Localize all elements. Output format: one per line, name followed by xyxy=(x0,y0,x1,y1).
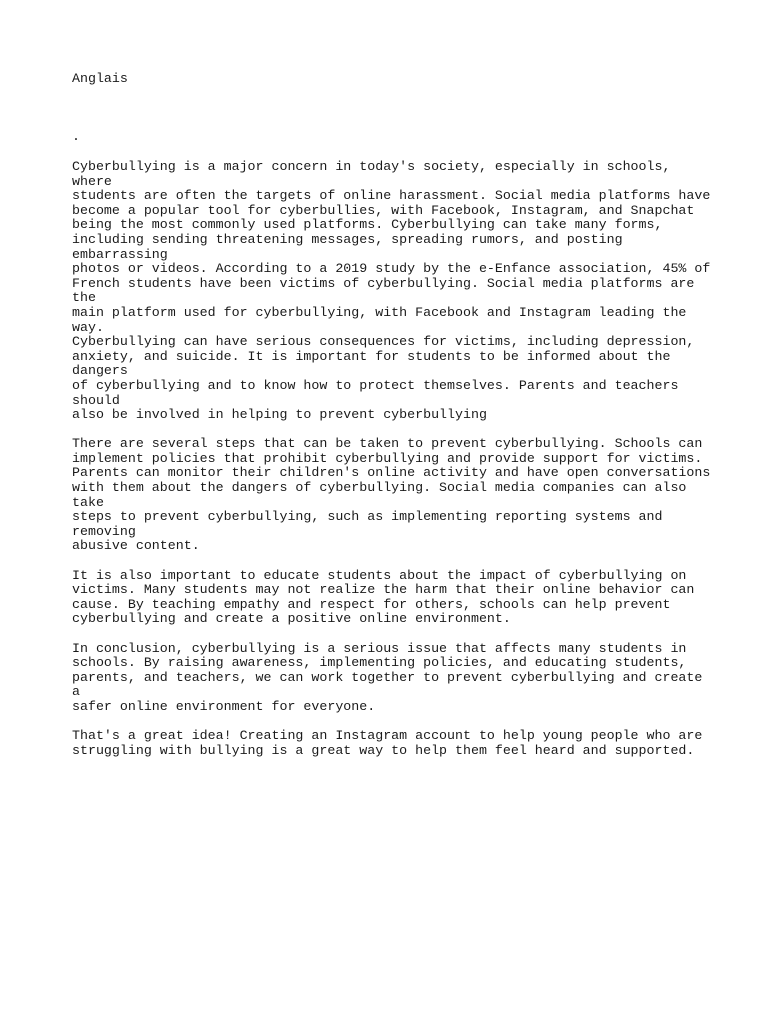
paragraph-education: It is also important to educate students about the impact of cyberbullying on victims. Many students may not realize the harm that their online behavior can cause. By teaching empathy and respect for others, schools can help prevent cyberbullying and create a positive online environment. xyxy=(72,567,695,627)
paragraph-intro: Cyberbullying is a major concern in today's society, especially in schools, where students are often the targets of online harassment. Social media platforms have become a popular tool for cyberbullies, with Facebook, Instagram, and Snapchat being the most commonly used platforms. Cyberbullying can take many forms, including sending threatening messages, spreading rumors, and posting embarrassing photos or videos. According to a 2019 study by the e-Enfance association, 45% of French students have been victims of cyberbullying. Social media platforms are the main platform used for cyberbullying, with Facebook and Instagram leading the way. Cyberbullying can have serious consequences for victims, including depression, anxiety, and suicide. It is important for students to be informed about the dangers of cyberbullying and to know how to protect themselves. Parents and teachers should also be involved in helping to prevent cyberbullying xyxy=(72,159,711,423)
paragraph-instagram-idea: That's a great idea! Creating an Instagram account to help young people who are struggling with bullying is a great way to help them feel heard and supported. xyxy=(72,728,703,758)
paragraph-conclusion: In conclusion, cyberbullying is a serious issue that affects many students in schools. By raising awareness, implementing policies, and educating students, parents, and teachers, we can work together to prevent cyberbullying and create a safer online environment for everyone. xyxy=(72,640,703,714)
document-page xyxy=(72,71,712,758)
paragraph-prevention: There are several steps that can be taken to prevent cyberbullying. Schools can implement policies that prohibit cyberbullying and provide support for victims. Parents can monitor their children's online activity and have open conversations with them about the dangers of cyberbullying. Social media companies can also take steps to prevent cyberbullying, such as implementing reporting systems and removing abusive content. xyxy=(72,436,711,554)
document-title: Anglais xyxy=(72,71,128,86)
document-body xyxy=(72,160,712,773)
dot-marker: . xyxy=(72,129,80,144)
